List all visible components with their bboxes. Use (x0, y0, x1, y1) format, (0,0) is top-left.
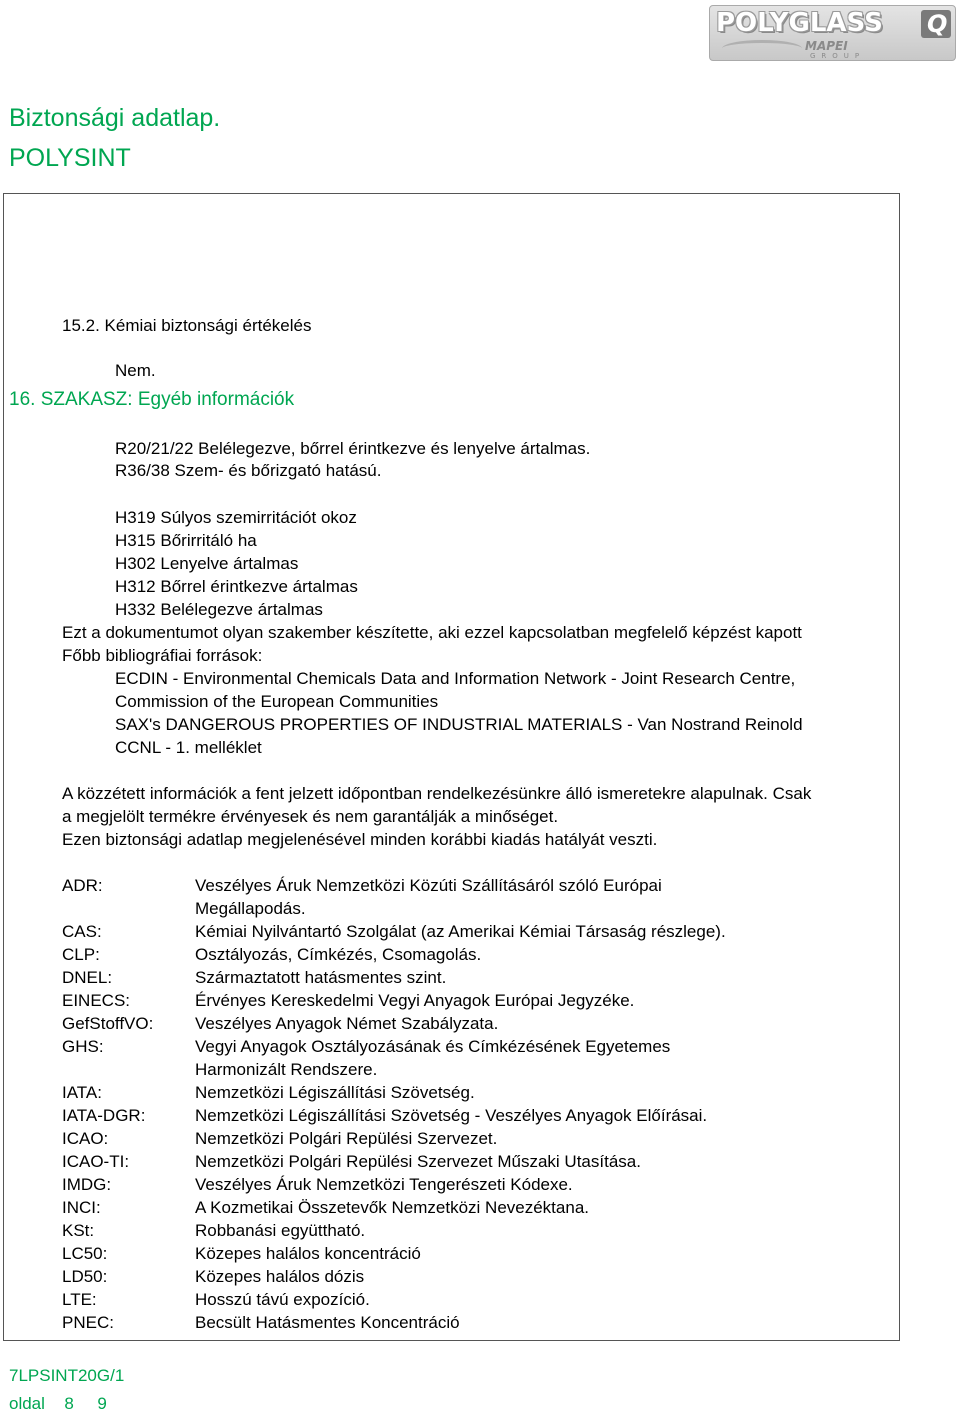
prepared-by-text: Ezt a dokumentumot olyan szakember készítette, aki ezzel kapcsolatban megfelelő képzést kapott (62, 623, 802, 642)
abbreviation-term: LTE: (62, 1290, 97, 1309)
abbreviation-definition: Becsült Hatásmentes Koncentráció (195, 1313, 460, 1332)
abbreviation-term: EINECS: (62, 991, 131, 1010)
abbreviation-term: ADR: (62, 876, 103, 895)
abbreviation-definition: Hosszú távú expozíció. (195, 1290, 370, 1309)
abbreviation-definition: Származtatott hatásmentes szint. (195, 968, 447, 987)
abbreviation-definition: Nemzetközi Légiszállítási Szövetség. (195, 1083, 475, 1102)
h-phrase: H319 Súlyos szemirritációt okoz (115, 508, 357, 527)
abbreviation-term: KSt: (62, 1221, 95, 1240)
page-label: oldal (9, 1394, 45, 1413)
section-16-heading: 16. SZAKASZ: Egyéb információk (9, 389, 295, 410)
abbreviation-definition: Nemzetközi Polgári Repülési Szervezet. (195, 1129, 498, 1148)
abbreviation-definition: Nemzetközi Polgári Repülési Szervezet Műszaki Utasítása. (195, 1152, 641, 1171)
abbreviation-term: CLP: (62, 945, 100, 964)
abbreviation-term: IATA: (62, 1083, 102, 1102)
document-title: Biztonsági adatlap. (9, 104, 221, 132)
abbreviation-definition: Harmonizált Rendszere. (195, 1060, 378, 1079)
abbreviation-term: GHS: (62, 1037, 104, 1056)
abbreviation-term: GefStoffVO: (62, 1014, 154, 1033)
abbreviation-term: ICAO-TI: (62, 1152, 130, 1171)
bibliography-heading: Főbb bibliográfiai források: (62, 646, 263, 665)
page-number: 8 (64, 1394, 74, 1413)
polyglass-logo (709, 5, 956, 61)
logo-group: GROUP (810, 52, 866, 60)
h-phrase: H315 Bőrirritáló ha (115, 531, 257, 550)
abbreviation-definition: Vegyi Anyagok Osztályozásának és Címkézésének Egyetemes (195, 1037, 671, 1056)
h-phrase: H302 Lenyelve ártalmas (115, 554, 299, 573)
abbreviation-term: IATA-DGR: (62, 1106, 146, 1125)
abbreviation-term: LC50: (62, 1244, 108, 1263)
abbreviation-term: INCI: (62, 1198, 101, 1217)
bibliography-item: CCNL - 1. melléklet (115, 738, 262, 757)
h-phrase: H312 Bőrrel érintkezve ártalmas (115, 577, 358, 596)
h-phrase: H332 Belélegezve ártalmas (115, 600, 323, 619)
logo-q-badge: Q (921, 10, 951, 38)
bibliography-item: SAX's DANGEROUS PROPERTIES OF INDUSTRIAL MATERIALS - Van Nostrand Reinold (115, 715, 803, 734)
abbreviation-term: LD50: (62, 1267, 108, 1286)
logo-wings-icon (722, 40, 802, 57)
abbreviation-definition: Osztályozás, Címkézés, Csomagolás. (195, 945, 482, 964)
abbreviation-term: ICAO: (62, 1129, 109, 1148)
abbreviation-term: DNEL: (62, 968, 113, 987)
bibliography-item: Commission of the European Communities (115, 692, 439, 711)
abbreviation-definition: Megállapodás. (195, 899, 306, 918)
bibliography-item: ECDIN - Environmental Chemicals Data and Information Network - Joint Research Centre, (115, 669, 796, 688)
r-phrase: R36/38 Szem- és bőrizgató hatású. (115, 461, 382, 480)
abbreviation-definition: Robbanási együttható. (195, 1221, 366, 1240)
disclaimer-line: Ezen biztonsági adatlap megjelenésével minden korábbi kiadás hatályát veszti. (62, 830, 658, 849)
section-15-2-heading: 15.2. Kémiai biztonsági értékelés (62, 316, 312, 335)
abbreviation-definition: Közepes halálos dózis (195, 1267, 365, 1286)
section-15-2-answer: Nem. (115, 361, 156, 380)
page-total: 9 (97, 1394, 107, 1413)
abbreviation-definition: A Kozmetikai Összetevők Nemzetközi Nevezéktana. (195, 1198, 589, 1217)
r-phrase: R20/21/22 Belélegezve, bőrrel érintkezve és lenyelve ártalmas. (115, 439, 591, 458)
abbreviation-definition: Nemzetközi Légiszállítási Szövetség - Veszélyes Anyagok Előírásai. (195, 1106, 708, 1125)
abbreviation-definition: Veszélyes Áruk Nemzetközi Tengerészeti Kódexe. (195, 1175, 573, 1194)
logo-mapei: MAPEI (805, 39, 848, 53)
abbreviation-definition: Közepes halálos koncentráció (195, 1244, 421, 1263)
abbreviation-definition: Veszélyes Anyagok Német Szabályzata. (195, 1014, 499, 1033)
document-code: 7LPSINT20G/1 (9, 1366, 125, 1385)
logo-wordmark: POLYGLASS (716, 8, 883, 38)
abbreviation-definition: Érvényes Kereskedelmi Vegyi Anyagok Európai Jegyzéke. (195, 991, 635, 1010)
page-indicator (9, 1394, 107, 1414)
abbreviation-term: IMDG: (62, 1175, 112, 1194)
abbreviation-definition: Kémiai Nyilvántartó Szolgálat (az Amerikai Kémiai Társaság részlege). (195, 922, 726, 941)
abbreviation-definition: Veszélyes Áruk Nemzetközi Közúti Szállításáról szóló Európai (195, 876, 662, 895)
disclaimer-line: a megjelölt termékre érvényesek és nem garantálják a minőséget. (62, 807, 559, 826)
abbreviation-term: CAS: (62, 922, 102, 941)
disclaimer-line: A közzétett információk a fent jelzett időpontban rendelkezésünkre álló ismeretekre alapulnak. Csak (62, 784, 812, 803)
abbreviation-term: PNEC: (62, 1313, 114, 1332)
product-name: POLYSINT (9, 144, 131, 172)
